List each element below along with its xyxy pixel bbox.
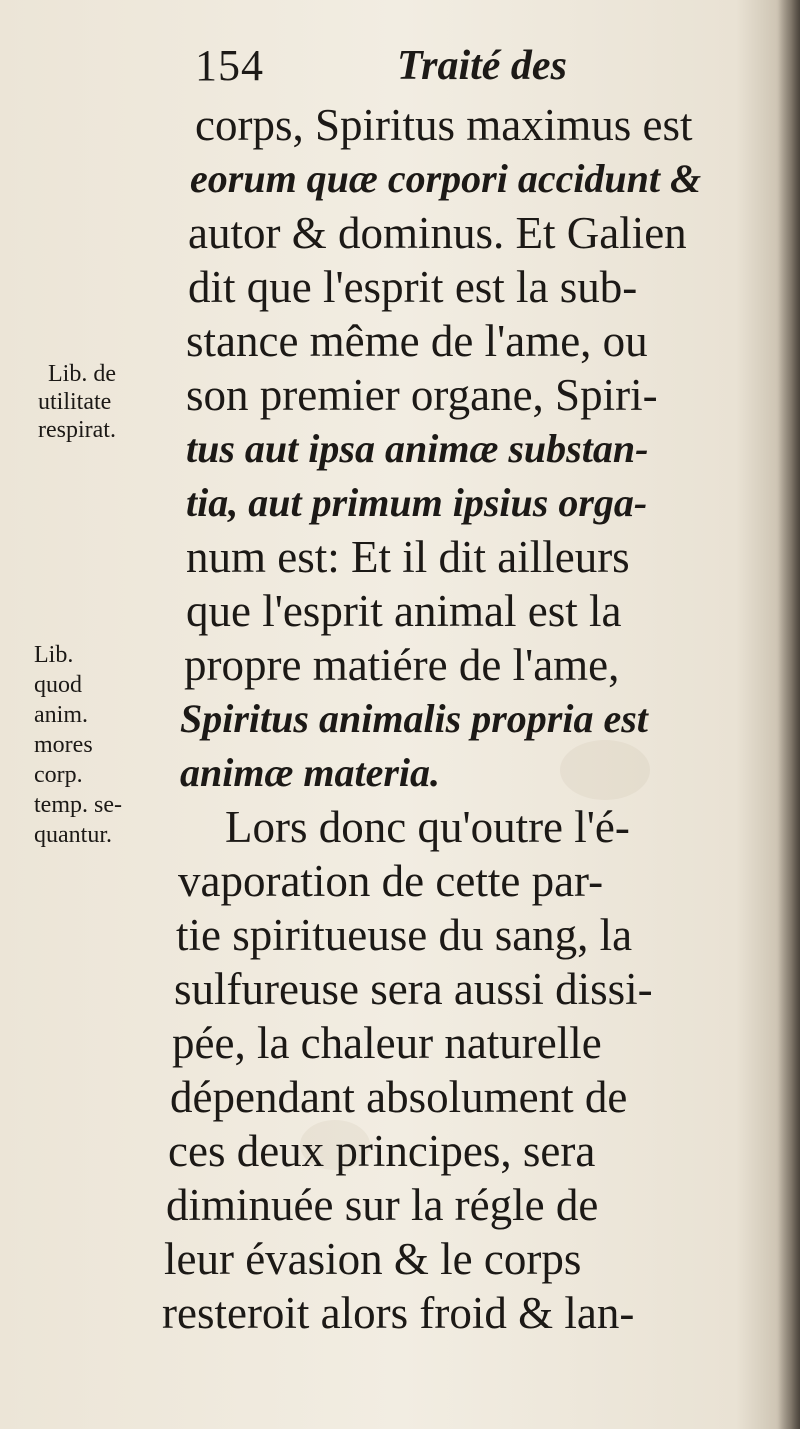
margin-note-line: quod xyxy=(34,672,82,698)
margin-note-line: Lib. xyxy=(34,642,74,668)
text-line: ces deux principes, sera xyxy=(168,1126,596,1176)
text-line: autor & dominus. Et Galien xyxy=(188,208,687,258)
text-line: diminuée sur la régle de xyxy=(166,1180,599,1230)
text-line: resteroit alors froid & lan- xyxy=(162,1288,635,1338)
text-line: corps, Spiritus maximus est xyxy=(195,100,693,150)
margin-note-line: respirat. xyxy=(38,417,116,443)
text-line: dit que l'esprit est la sub- xyxy=(188,262,638,312)
margin-note-line: anim. xyxy=(34,702,88,728)
text-line: leur évasion & le corps xyxy=(164,1234,582,1284)
text-line: Lors donc qu'outre l'é- xyxy=(225,802,630,852)
margin-note-line: utilitate xyxy=(38,389,112,415)
margin-note-line: mores xyxy=(34,732,93,758)
text-line: Spiritus animalis propria est xyxy=(180,696,648,741)
page-header xyxy=(195,38,615,94)
paper-stain xyxy=(560,740,650,800)
text-line: vaporation de cette par- xyxy=(178,856,604,906)
text-line: tie spiritueuse du sang, la xyxy=(176,910,633,960)
text-line: animæ materia. xyxy=(180,750,441,795)
text-line: tus aut ipsa animæ substan- xyxy=(186,426,649,471)
text-line: stance même de l'ame, ou xyxy=(186,316,648,366)
page-edge-shadow xyxy=(778,0,800,1429)
margin-note-line: corp. xyxy=(34,762,83,788)
text-line: sulfureuse sera aussi dissi- xyxy=(174,964,653,1014)
margin-note xyxy=(38,360,116,444)
text-line: pée, la chaleur naturelle xyxy=(172,1018,602,1068)
text-line: dépendant absolument de xyxy=(170,1072,628,1122)
margin-note-line: quantur. xyxy=(34,822,112,848)
margin-note-line: Lib. de xyxy=(48,361,116,387)
margin-note-line: temp. se- xyxy=(34,792,122,818)
text-line: que l'esprit animal est la xyxy=(186,586,622,636)
text-line: propre matiére de l'ame, xyxy=(184,640,620,690)
text-line: son premier organe, Spiri- xyxy=(186,370,658,420)
running-title: Traité des xyxy=(397,43,567,89)
text-line: tia, aut primum ipsius orga- xyxy=(186,480,648,525)
page-number: 154 xyxy=(195,41,264,90)
margin-note xyxy=(34,640,122,850)
text-line: num est: Et il dit ailleurs xyxy=(186,532,630,582)
text-line: eorum quæ corpori accidunt & xyxy=(190,156,702,201)
